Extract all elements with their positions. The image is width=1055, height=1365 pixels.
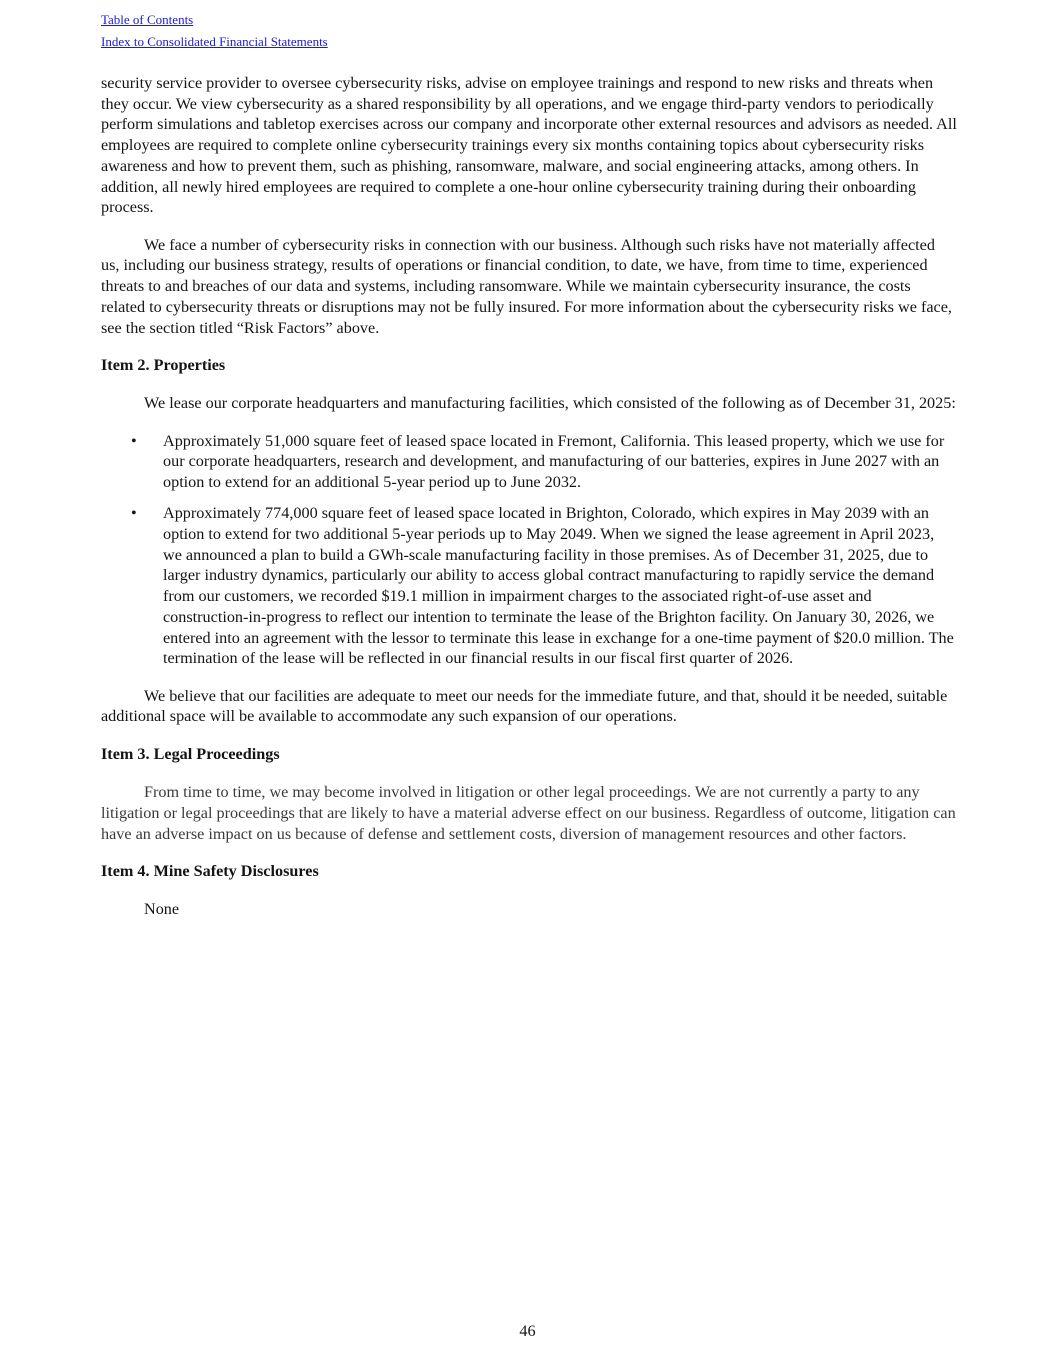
item-4-heading: Item 4. Mine Safety Disclosures [101,862,319,881]
fremont-property-text: Approximately 51,000 square feet of leased space located in Fremont, California. This leased property, which we use for our corporate headquarters, research and development, and manufacturing of our batteries, expires in June 2027 with an option to extend for an additional 5-year period up to June 2032. [163,431,945,492]
properties-closing: We believe that our facilities are adequate to meet our needs for the immediate future, and that, should it be needed, suitable additional space will be available to accommodate any such expansion of our operations. [101,686,948,726]
page-number: 46 [519,1322,536,1340]
properties-list [101,431,957,669]
cybersecurity-risks-paragraph: We face a number of cybersecurity risks in connection with our business. Although such risks have not materially affected us, including our business strategy, results of operations or financial condition, to date, we have, from time to time, experienced threats to and breaches of our data and systems, including ransomware. While we maintain cybersecurity insurance, the costs related to cybersecurity threats or disruptions may not be fully insured. For more information about the cybersecurity risks we face, see the section titled “Risk Factors” above. [101,235,952,337]
index-financial-statements-link[interactable]: Index to Consolidated Financial Statements [101,34,328,49]
cybersecurity-paragraph-continued: security service provider to oversee cybersecurity risks, advise on employee trainings and respond to new risks and threats when they occur. We view cybersecurity as a shared responsibility by all operations, and we engage third-party vendors to periodically perform simulations and tabletop exercises across our company and incorporate other external resources and advisors as needed. All employees are required to complete online cybersecurity trainings every six months containing topics about cybersecurity risks awareness and how to prevent them, such as phishing, ransomware, malware, and social engineering attacks, among others. In addition, all newly hired employees are required to complete a one-hour online cybersecurity training during their onboarding process. [101,74,957,217]
list-item [101,431,957,493]
bullet-icon: • [131,431,137,450]
properties-intro: We lease our corporate headquarters and manufacturing facilities, which consisted of the following as of December 31, 2025: [144,394,956,413]
top-navigation [101,9,328,53]
item-2-heading: Item 2. Properties [101,356,226,375]
list-item [101,503,957,669]
mine-safety-text: None [144,900,180,919]
item-3-heading: Item 3. Legal Proceedings [101,744,280,763]
bullet-icon: • [131,504,137,523]
brighton-property-text: Approximately 774,000 square feet of leased space located in Brighton, Colorado, which expires in May 2039 with an option to extend for two additional 5-year periods up to May 2049. When we signed the lease agreement in April 2023, we announced a plan to build a GWh-scale manufacturing facility in those premises. As of December 31, 2025, due to larger industry dynamics, particularly our ability to access global contract manufacturing to rapidly service the demand from our customers, we recorded $19.1 million in impairment charges to the associated right-of-use asset and construction-in-progress to reflect our intention to terminate the lease of the Brighton facility. On January 30, 2026, we entered into an agreement with the lessor to terminate this lease in exchange for a one-time payment of $20.0 million. The termination of the lease will be reflected in our financial results in our fiscal first quarter of 2026. [163,504,954,668]
document-body [101,73,957,937]
table-of-contents-link[interactable]: Table of Contents [101,12,194,27]
legal-proceedings-text: From time to time, we may become involved in litigation or other legal proceedings. We are not currently a party to any litigation or legal proceedings that are likely to have a material adverse effect on our business. Regardless of outcome, litigation can have an adverse impact on us because of defense and settlement costs, diversion of management resources and other factors. [101,783,956,843]
